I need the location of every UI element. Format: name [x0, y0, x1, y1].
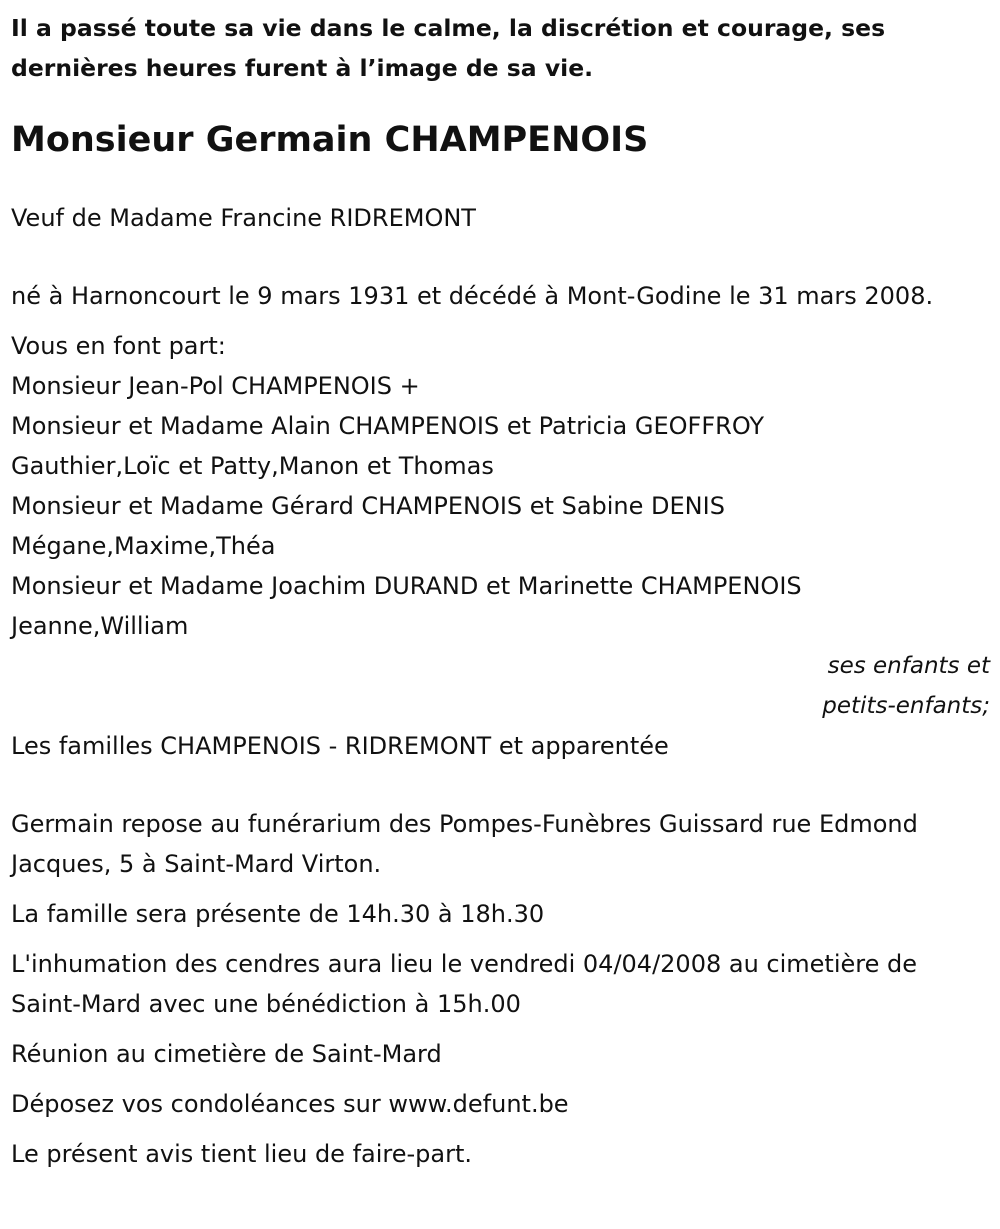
meeting-text: Réunion au cimetière de Saint-Mard — [11, 1040, 442, 1068]
obituary-notice — [11, 8, 993, 1174]
family-line: Monsieur Jean-Pol CHAMPENOIS + — [11, 372, 420, 400]
announcement-block — [11, 326, 993, 646]
family-line: Jeanne,William — [11, 612, 189, 640]
funerarium-text: Germain repose au funérarium des Pompes-Funèbres Guissard rue Edmond Jacques, 5 à Saint-Mard Virton. — [11, 810, 918, 878]
relation-line: petits-enfants; — [822, 693, 990, 719]
relation-line: ses enfants et — [827, 653, 990, 679]
family-line: Monsieur et Madame Joachim DURAND et Marinette CHAMPENOIS — [11, 572, 802, 600]
families-line: Les familles CHAMPENOIS - RIDREMONT et apparentée — [11, 732, 669, 760]
family-line: Mégane,Maxime,Théa — [11, 532, 276, 560]
announcement-header: Vous en font part: — [11, 332, 226, 360]
intro-text: Il a passé toute sa vie dans le calme, la discrétion et courage, ses dernières heures furent à l’image de sa vie. — [11, 14, 886, 82]
condolences-text: Déposez vos condoléances sur www.defunt.be — [11, 1090, 569, 1118]
widow-line: Veuf de Madame Francine RIDREMONT — [11, 204, 476, 232]
family-line: Monsieur et Madame Alain CHAMPENOIS et Patricia GEOFFROY — [11, 412, 765, 440]
family-line: Monsieur et Madame Gérard CHAMPENOIS et Sabine DENIS — [11, 492, 725, 520]
birth-death-line: né à Harnoncourt le 9 mars 1931 et décédé à Mont-Godine le 31 mars 2008. — [11, 282, 934, 310]
inhumation-text: L'inhumation des cendres aura lieu le vendredi 04/04/2008 au cimetière de Saint-Mard avec une bénédiction à 15h.00 — [11, 950, 917, 1018]
deceased-name: Monsieur Germain CHAMPENOIS — [11, 120, 649, 160]
notice-text: Le présent avis tient lieu de faire-part. — [11, 1140, 473, 1168]
presence-text: La famille sera présente de 14h.30 à 18h.30 — [11, 900, 545, 928]
family-line: Gauthier,Loïc et Patty,Manon et Thomas — [11, 452, 494, 480]
